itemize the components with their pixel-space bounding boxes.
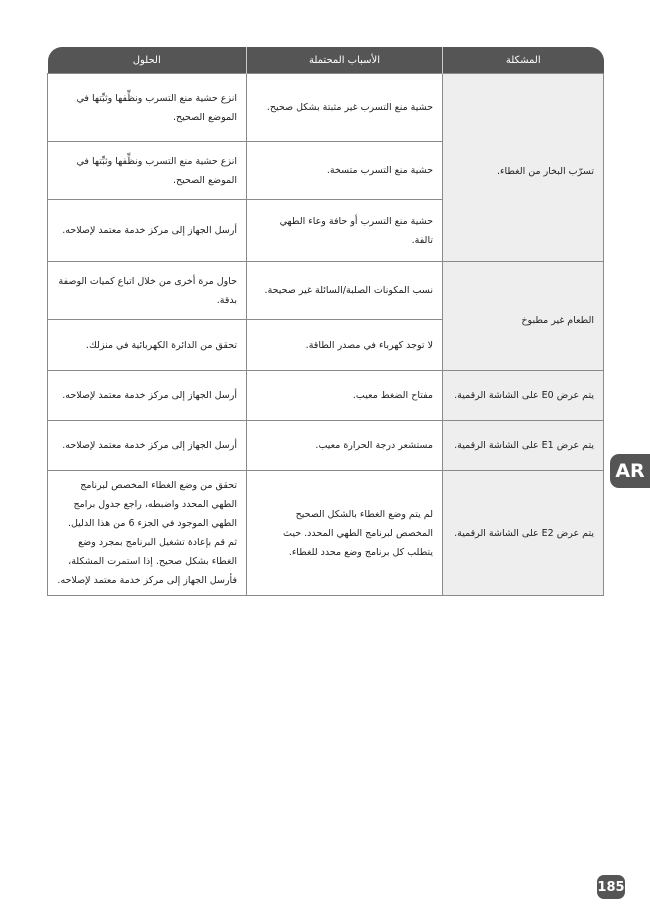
troubleshooting-table bbox=[47, 47, 604, 596]
table-header-row bbox=[48, 47, 604, 74]
solution-cell: تحقق من الدائرة الكهربائية في منزلك. bbox=[48, 320, 247, 371]
cause-cell: نسب المكونات الصلبة/السائلة غير صحيحة. bbox=[247, 262, 443, 320]
solution-cell: أرسل الجهاز إلى مركز خدمة معتمد لإصلاحه. bbox=[48, 421, 247, 471]
table-row bbox=[48, 74, 604, 142]
table-row bbox=[48, 262, 604, 320]
cause-cell: حشية منع التسرب متسخة. bbox=[247, 142, 443, 200]
header-solutions: الحلول bbox=[48, 47, 247, 74]
solution-cell: أرسل الجهاز إلى مركز خدمة معتمد لإصلاحه. bbox=[48, 200, 247, 262]
cause-cell: حشية منع التسرب غير مثبتة بشكل صحيح. bbox=[247, 74, 443, 142]
page-number: 185 bbox=[597, 875, 625, 899]
cause-cell: حشية منع التسرب أو حافة وعاء الطهي تالفة. bbox=[247, 200, 443, 262]
cause-cell: مستشعر درجة الحرارة معيب. bbox=[247, 421, 443, 471]
problem-cell: يتم عرض E1 على الشاشة الرقمية. bbox=[443, 421, 604, 471]
table-row bbox=[48, 421, 604, 471]
solution-cell: انزع حشية منع التسرب ونظِّفها وثبِّتها في الموضع الصحيح. bbox=[48, 142, 247, 200]
cause-cell: لم يتم وضع الغطاء بالشكل الصحيح المخصص لبرنامج الطهي المحدد. حيث يتطلب كل برنامج وضع محدد للغطاء. bbox=[247, 471, 443, 596]
solution-cell: أرسل الجهاز إلى مركز خدمة معتمد لإصلاحه. bbox=[48, 371, 247, 421]
solution-cell: حاول مرة أخرى من خلال اتباع كميات الوصفة بدقة. bbox=[48, 262, 247, 320]
header-problem: المشكلة bbox=[443, 47, 604, 74]
language-tab: AR bbox=[610, 454, 650, 488]
header-causes: الأسباب المحتملة bbox=[247, 47, 443, 74]
table-row bbox=[48, 371, 604, 421]
problem-cell: يتم عرض E0 على الشاشة الرقمية. bbox=[443, 371, 604, 421]
cause-cell: لا توجد كهرباء في مصدر الطاقة. bbox=[247, 320, 443, 371]
solution-cell: تحقق من وضع الغطاء المخصص لبرنامج الطهي المحدد واضبطه، راجع جدول برامج الطهي الموجود في الجزء 6 من هذا الدليل. ثم قم بإعادة تشغيل البرنامج بمجرد وضع الغطاء بشكل صحيح. إذا استمرت المشكلة، فأرسل الجهاز إلى مركز خدمة معتمد لإصلاحه. bbox=[48, 471, 247, 596]
problem-cell: الطعام غير مطبوخ bbox=[443, 262, 604, 371]
solution-cell: انزع حشية منع التسرب ونظِّفها وثبِّتها في الموضع الصحيح. bbox=[48, 74, 247, 142]
cause-cell: مفتاح الضغط معيب. bbox=[247, 371, 443, 421]
problem-cell: تسرّب البخار من الغطاء. bbox=[443, 74, 604, 262]
table-row bbox=[48, 471, 604, 596]
problem-cell: يتم عرض E2 على الشاشة الرقمية. bbox=[443, 471, 604, 596]
